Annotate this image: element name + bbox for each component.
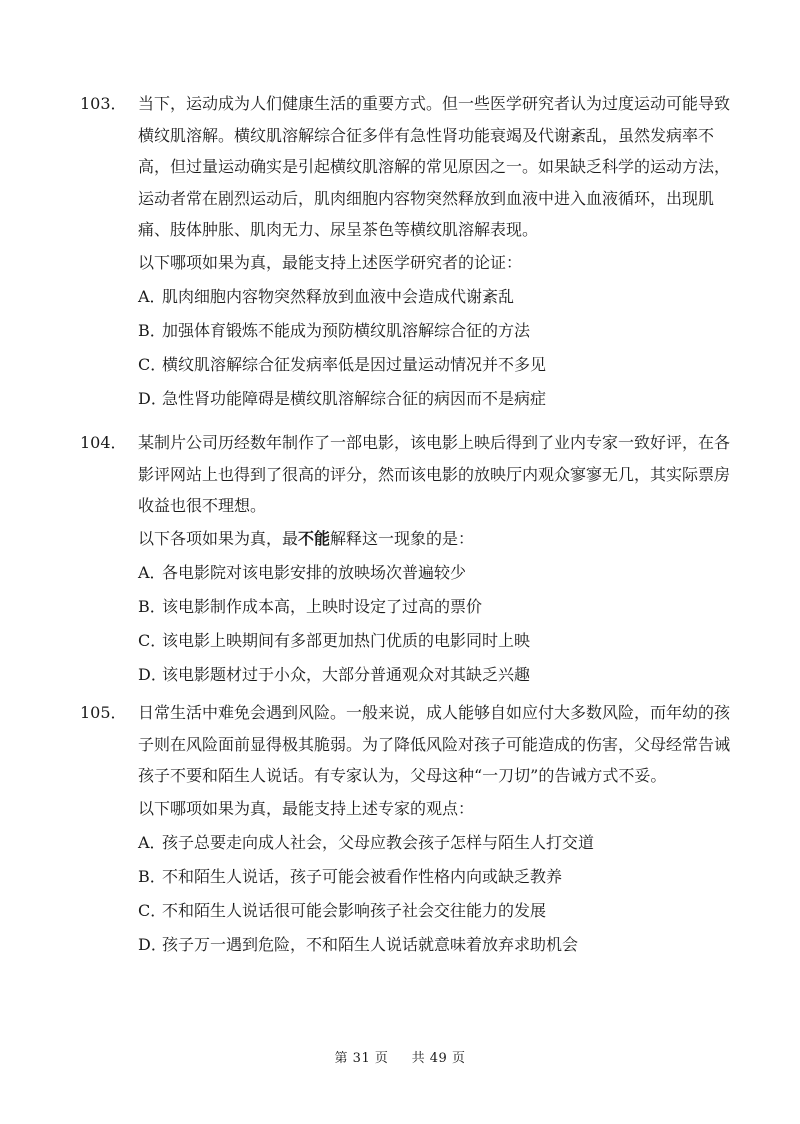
question-text-line: 子则在风险面前显得极其脆弱。为了降低风险对孩子可能造成的伤害，父母经常告诫 — [138, 734, 731, 754]
question-prompt: 以下哪项如果为真，最能支持上述专家的观点： — [138, 798, 475, 818]
option-a: A．肌肉细胞内容物突然释放到血液中会造成代谢紊乱 — [138, 286, 515, 306]
question-text-line: 当下，运动成为人们健康生活的重要方式。但一些医学研究者认为过度运动可能导致 — [138, 94, 731, 113]
option-c: C．不和陌生人说话很可能会影响孩子社会交往能力的发展 — [138, 900, 547, 920]
question-105 — [80, 697, 760, 962]
question-text-line: 某制片公司历经数年制作了一部电影，该电影上映后得到了业内专家一致好评，在各 — [138, 433, 731, 452]
option-d: D．孩子万一遇到危险，不和陌生人说话就意味着放弃求助机会 — [138, 934, 579, 954]
question-104 — [80, 427, 760, 692]
question-prompt: 以下各项如果为真，最不能解释这一现象的是： — [138, 528, 475, 548]
question-text-line: 收益也很不理想。 — [138, 496, 267, 515]
question-text-line: 日常生活中难免会遇到风险。一般来说，成人能够自如应付大多数风险，而年幼的孩 — [138, 703, 731, 722]
question-number: 104． — [80, 433, 127, 452]
page-footer — [0, 1047, 800, 1066]
option-c: C．横纹肌溶解综合征发病率低是因过量运动情况并不多见 — [138, 354, 547, 374]
total-pages: 共 49 页 — [411, 1051, 466, 1066]
question-number: 103． — [80, 94, 127, 113]
question-text-line: 影评网站上也得到了很高的评分，然而该电影的放映厅内观众寥寥无几，其实际票房 — [138, 464, 731, 484]
question-prompt: 以下哪项如果为真，最能支持上述医学研究者的论证： — [138, 252, 523, 272]
question-103 — [80, 88, 760, 416]
option-a: A．孩子总要走向成人社会，父母应教会孩子怎样与陌生人打交道 — [138, 832, 595, 852]
option-d: D．该电影题材过于小众，大部分普通观众对其缺乏兴趣 — [138, 664, 531, 684]
question-text-line: 孩子不要和陌生人说话。有专家认为，父母这种“一刀切”的告诫方式不妥。 — [138, 766, 667, 785]
current-page: 第 31 页 — [334, 1051, 389, 1066]
question-text-line: 高，但过量运动确实是引起横纹肌溶解的常见原因之一。如果缺乏科学的运动方法， — [138, 157, 731, 176]
question-text-line: 横纹肌溶解。横纹肌溶解综合征多伴有急性肾功能衰竭及代谢紊乱，虽然发病率不 — [138, 125, 715, 145]
option-b: B．加强体育锻炼不能成为预防横纹肌溶解综合征的方法 — [138, 320, 531, 340]
question-text-line: 痛、肢体肿胀、肌肉无力、尿呈茶色等横纹肌溶解表现。 — [138, 220, 539, 239]
question-number: 105． — [80, 703, 127, 722]
option-d: D．急性肾功能障碍是横纹肌溶解综合征的病因而不是病症 — [138, 388, 547, 408]
emphasis-text: 不能 — [298, 528, 331, 548]
option-c: C．该电影上映期间有多部更加热门优质的电影同时上映 — [138, 630, 531, 650]
option-b: B．该电影制作成本高，上映时设定了过高的票价 — [138, 596, 483, 616]
question-text-line: 运动者常在剧烈运动后，肌肉细胞内容物突然释放到血液中进入血液循环，出现肌 — [138, 188, 715, 208]
option-b: B．不和陌生人说话，孩子可能会被看作性格内向或缺乏教养 — [138, 866, 563, 886]
option-a: A．各电影院对该电影安排的放映场次普遍较少 — [138, 562, 467, 582]
